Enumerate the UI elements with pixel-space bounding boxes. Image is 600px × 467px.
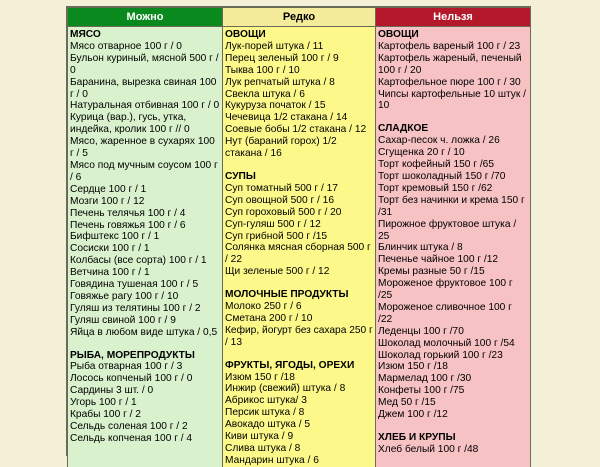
food-item: Рыба отварная 100 г / 3	[70, 361, 183, 373]
section-heading: ОВОЩИ	[225, 29, 266, 40]
food-item: Киви штука / 9	[225, 431, 294, 443]
food-item: Солянка мясная сборная 500 г / 22	[225, 242, 371, 266]
food-item: Печенье чайное 100 г /12	[378, 254, 499, 266]
food-item: Изюм 150 г /18	[225, 371, 295, 383]
food-item: Перец зеленый 100 г / 9	[225, 52, 339, 64]
food-item: Гуляш свиной 100 г / 9	[70, 314, 176, 326]
column-rarely	[223, 27, 376, 467]
food-item: Гуляш из телятины 100 г / 2	[70, 302, 201, 314]
food-table	[67, 7, 531, 467]
food-item: Хлеб белый 100 г /48	[378, 443, 479, 455]
food-item: Мозги 100 г / 12	[70, 195, 145, 207]
food-item: Шоколад молочный 100 г /54	[378, 337, 515, 349]
food-item: Сельдь копченая 100 г / 4	[70, 432, 193, 444]
food-item: Торт шоколадный 150 г /70	[378, 170, 506, 182]
food-table-frame	[66, 6, 531, 466]
section-heading: ОВОЩИ	[378, 29, 419, 40]
column-header-allowed: Можно	[68, 8, 223, 27]
food-item: Ветчина 100 г / 1	[70, 267, 150, 279]
food-item: Мясо под мучным соусом 100 г / 6	[70, 159, 218, 183]
food-item: Торт без начинки и крема 150 г /31	[378, 194, 525, 218]
food-item: Бифштекс 100 г / 1	[70, 231, 160, 243]
food-item: Печень телячья 100 г / 4	[70, 207, 186, 219]
food-item: Чечевица 1/2 стакана / 14	[225, 112, 348, 124]
section-heading: РЫБА, МОРЕПРОДУКТЫ	[70, 349, 195, 361]
food-item: Натуральная отбивная 100 г / 0	[70, 100, 220, 112]
food-item: Щи зеленые 500 г / 12	[225, 266, 330, 278]
food-item: Крабы 100 г / 2	[70, 409, 141, 421]
food-item: Баранина, вырезка свиная 100 г / 0	[70, 76, 217, 100]
section-heading: СУПЫ	[225, 170, 256, 182]
food-item: Угорь 100 г / 1	[70, 397, 137, 409]
food-item: Слива штука / 8	[225, 443, 301, 454]
food-item: Шоколад горький 100 г /23	[378, 349, 503, 361]
food-item: Мороженое сливочное 100 г /22	[378, 301, 512, 325]
section-heading: МЯСО	[70, 29, 101, 40]
food-item: Сердце 100 г / 1	[70, 183, 147, 195]
column-header-rarely: Редко	[223, 8, 376, 27]
food-item: Сосиски 100 г / 1	[70, 243, 150, 255]
food-item: Яйца в любом виде штука / 0,5	[70, 326, 218, 338]
food-item: Соевые бобы 1/2 стакана / 12	[225, 124, 367, 136]
food-item: Леденцы 100 г /70	[378, 325, 464, 337]
food-item: Мармелад 100 г /30	[378, 373, 472, 385]
food-item: Курица (вар.), гусь, утка, индейка, кролик 100 г // 0	[70, 112, 190, 136]
food-item: Торт кремовый 150 г /62	[378, 182, 493, 194]
food-item: Джем 100 г /12	[378, 409, 448, 421]
food-item: Блинчик штука / 8	[378, 242, 463, 254]
food-item: Лук-порей штука / 11	[225, 40, 324, 52]
section-heading: ФРУКТЫ, ЯГОДЫ, ОРЕХИ	[225, 359, 355, 371]
food-item: Конфеты 100 г /75	[378, 385, 465, 397]
food-item: Картофельное пюре 100 г / 30	[378, 76, 521, 88]
food-item: Персик штука / 8	[225, 407, 305, 419]
food-item: Сметана 200 г / 10	[225, 312, 313, 324]
food-item: Торт кофейный 150 г /65	[378, 159, 495, 171]
food-item: Чипсы картофельные 10 штук / 10	[378, 88, 526, 112]
food-item: Инжир (свежий) штука / 8	[225, 383, 346, 395]
column-allowed	[68, 27, 223, 467]
food-item: Печень говяжья 100 г / 6	[70, 219, 186, 231]
food-item: Суп томатный 500 г / 17	[225, 182, 338, 194]
section-heading: ХЛЕБ И КРУПЫ	[378, 432, 456, 443]
food-item: Картофель жареный, печеный 100 г / 20	[378, 52, 522, 76]
food-item: Абрикос штука/ 3	[225, 395, 307, 407]
content-row	[68, 27, 531, 467]
food-item: Тыква 100 г / 10	[225, 64, 300, 76]
food-item: Изюм 150 г /18	[378, 361, 448, 373]
food-item: Суп овощной 500 г / 16	[225, 194, 334, 206]
food-item: Пирожное фруктовое штука / 25	[378, 218, 517, 242]
food-item: Кефир, йогурт без сахара 250 г / 13	[225, 324, 373, 348]
food-item: Сельдь соленая 100 г / 2	[70, 421, 188, 432]
section-heading: МОЛОЧНЫЕ ПРОДУКТЫ	[225, 289, 349, 301]
food-item: Сгущенка 20 г / 10	[378, 147, 465, 159]
food-item: Говядина тушеная 100 г / 5	[70, 279, 199, 291]
food-item: Авокадо штука / 5	[225, 419, 311, 431]
food-item: Бульон куриный, мясной 500 г / 0	[70, 52, 219, 76]
food-item: Суп грибной 500 г /15	[225, 230, 328, 242]
food-item: Молоко 250 г / 6	[225, 301, 302, 313]
food-item: Нут (бараний горох) 1/2 стакана / 16	[225, 136, 337, 160]
food-item: Сахар-песок ч. ложка / 26	[378, 135, 500, 147]
food-item: Говяжье рагу 100 г / 10	[70, 290, 179, 302]
section-heading: СЛАДКОЕ	[378, 123, 429, 135]
food-item: Лук репчатый штука / 8	[225, 76, 335, 88]
food-item: Кукуруза початок / 15	[225, 100, 326, 112]
food-item: Мед 50 г /15	[378, 397, 436, 409]
food-item: Мясо отварное 100 г / 0	[70, 40, 182, 52]
food-item: Мандарин штука / 6	[225, 454, 319, 466]
column-forbidden	[376, 27, 531, 467]
food-item: Сардины 3 шт. / 0	[70, 385, 154, 397]
food-item: Колбасы (все сорта) 100 г / 1	[70, 255, 207, 267]
food-item: Мороженое фруктовое 100 г /25	[378, 278, 513, 302]
column-header-forbidden: Нельзя	[376, 8, 531, 27]
food-item: Кремы разные 50 г /15	[378, 266, 485, 278]
food-item: Мясо, жаренное в сухарях 100 г / 5	[70, 136, 215, 160]
food-item: Суп-гуляш 500 г / 12	[225, 218, 321, 230]
food-item: Лосось копченый 100 г / 0	[70, 373, 193, 385]
header-row	[68, 8, 531, 27]
food-item: Картофель вареный 100 г / 23	[378, 40, 521, 52]
food-item: Свекла штука / 6	[225, 88, 305, 100]
food-item: Суп гороховый 500 г / 20	[225, 206, 342, 218]
